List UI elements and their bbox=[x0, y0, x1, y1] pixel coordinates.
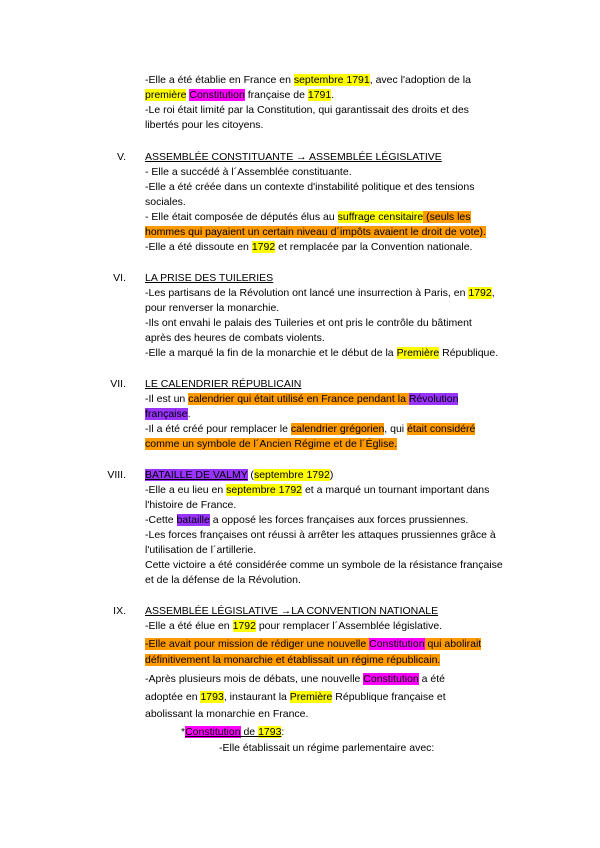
highlight: Première bbox=[289, 691, 333, 703]
text-line bbox=[145, 225, 486, 240]
text-line: -Elle a eu lieu en septembre 1792 et a marqué un tournant important dans bbox=[145, 484, 490, 496]
highlight: calendrier grégorien bbox=[290, 423, 385, 435]
text-line: -Les partisans de la Révolution ont lancé une insurrection à Paris, en 1792, bbox=[145, 287, 495, 299]
intro-line-4: libertés pour les citoyens. bbox=[145, 119, 264, 131]
highlight: suffrage censitaire (seuls les bbox=[337, 211, 471, 223]
text-line: -Elle a été créée dans un contexte d'instabilité politique et des tensions bbox=[145, 181, 475, 193]
highlight: 1792 bbox=[468, 287, 492, 299]
highlight: française bbox=[145, 408, 188, 420]
sub-heading: *Constitution de 1793: bbox=[181, 726, 285, 738]
highlight: -Elle avait pour mission de rédiger une nouvelle bbox=[145, 638, 370, 650]
highlight: 1792 bbox=[251, 241, 276, 253]
text-line: et de la défense de la Révolution. bbox=[145, 574, 301, 586]
text-line: -Après plusieurs mois de débats, une nouvelle Constitution a été bbox=[145, 673, 446, 685]
highlight: Constitution bbox=[363, 673, 419, 685]
highlight: hommes qui payaient un certain niveau d´impôts avaient le droit de vote). bbox=[145, 226, 486, 238]
section-number: IX. bbox=[113, 605, 126, 617]
section-number: VI. bbox=[113, 272, 126, 284]
highlight: calendrier qui était utilisé en France pendant la bbox=[188, 393, 406, 405]
text-line: sociales. bbox=[145, 196, 186, 208]
text-line: pour renverser la monarchie. bbox=[145, 302, 280, 314]
section-title: ASSEMBLÉE LÉGISLATIVE →LA CONVENTION NATIONALE bbox=[145, 605, 439, 617]
text-line: -Elle a été dissoute en 1792 et remplacée par la Convention nationale. bbox=[145, 241, 473, 253]
text-line bbox=[145, 437, 397, 452]
intro-line-3: -Le roi était limité par la Constitution, qui garantissait des droits et des bbox=[145, 104, 469, 116]
section-title: ASSEMBLÉE CONSTITUANTE → ASSEMBLÉE LÉGISLATIVE bbox=[145, 151, 442, 163]
highlight: Constitution bbox=[185, 726, 241, 738]
text-line: -Ils ont envahi le palais des Tuileries et ont pris le contrôle du bâtiment bbox=[145, 317, 472, 329]
highlight: première bbox=[145, 89, 187, 101]
highlight: Constitution bbox=[369, 638, 425, 650]
text-line: abolissant la monarchie en France. bbox=[145, 708, 309, 720]
text-line: -Cette bataille a opposé les forces françaises aux forces prussiennes. bbox=[145, 514, 469, 526]
text-line: -Elle établissait un régime parlementaire avec: bbox=[219, 742, 435, 754]
text-line bbox=[145, 637, 481, 652]
text-line: -Les forces françaises ont réussi à arrêter les attaques prussiennes grâce à bbox=[145, 529, 496, 541]
highlight: 1791 bbox=[307, 89, 332, 101]
highlight: septembre 1792 bbox=[226, 484, 303, 496]
text-line: après des heures de combats violents. bbox=[145, 332, 325, 344]
text-line: -Il a été créé pour remplacer le calendrier grégorien, qui était considéré bbox=[145, 423, 476, 435]
highlight: qui abolirait bbox=[424, 638, 482, 650]
section-number: VIII. bbox=[107, 469, 126, 481]
text-line: l'histoire de France. bbox=[145, 499, 237, 511]
highlight: Révolution bbox=[408, 393, 459, 405]
intro-line-2: première Constitution française de 1791. bbox=[145, 89, 335, 101]
section-number: V. bbox=[117, 151, 126, 163]
highlight: Première bbox=[396, 347, 440, 359]
highlight: 1793 bbox=[258, 726, 282, 738]
text-line: -Il est un calendrier qui était utilisé en France pendant la Révolution bbox=[145, 393, 459, 405]
highlight: Constitution bbox=[189, 89, 245, 101]
text-line: adoptée en 1793, instaurant la Première République française et bbox=[145, 691, 446, 703]
section-title: BATAILLE DE VALMY (septembre 1792) bbox=[145, 469, 334, 481]
section-number: VII. bbox=[110, 378, 126, 390]
text-line: Cette victoire a été considérée comme un symbole de la résistance française bbox=[145, 559, 503, 571]
highlight: comme un symbole de l´Ancien Régime et de l´Église. bbox=[145, 438, 398, 450]
text-line: - Elle a succédé à l´Assemblée constituante. bbox=[145, 166, 352, 178]
highlight: 1792 bbox=[232, 620, 256, 632]
highlight: BATAILLE DE VALMY bbox=[145, 469, 248, 481]
highlight: était considéré bbox=[407, 423, 476, 435]
highlight: septembre 1791 bbox=[293, 74, 370, 86]
highlight: 1793 bbox=[200, 691, 224, 703]
highlight: bataille bbox=[176, 514, 210, 526]
text-line: l'utilisation de l´artillerie. bbox=[145, 544, 257, 556]
section-title: LA PRISE DES TUILERIES bbox=[145, 272, 274, 284]
text-line: -Elle a marqué la fin de la monarchie et le début de la Première République. bbox=[145, 347, 499, 359]
text-line bbox=[145, 653, 440, 668]
text-line: - Elle était composée de députés élus au suffrage censitaire (seuls les bbox=[145, 211, 471, 223]
text-line: -Elle a été élue en 1792 pour remplacer l´Assemblée législative. bbox=[145, 620, 443, 632]
text-line: française. bbox=[145, 408, 191, 420]
intro-line-1: -Elle a été établie en France en septembre 1791, avec l'adoption de la bbox=[145, 74, 471, 86]
highlight: septembre 1792 bbox=[253, 469, 330, 481]
section-title: LE CALENDRIER RÉPUBLICAIN bbox=[145, 378, 302, 390]
highlight: définitivement la monarchie et établissait un régime républicain. bbox=[145, 654, 441, 666]
